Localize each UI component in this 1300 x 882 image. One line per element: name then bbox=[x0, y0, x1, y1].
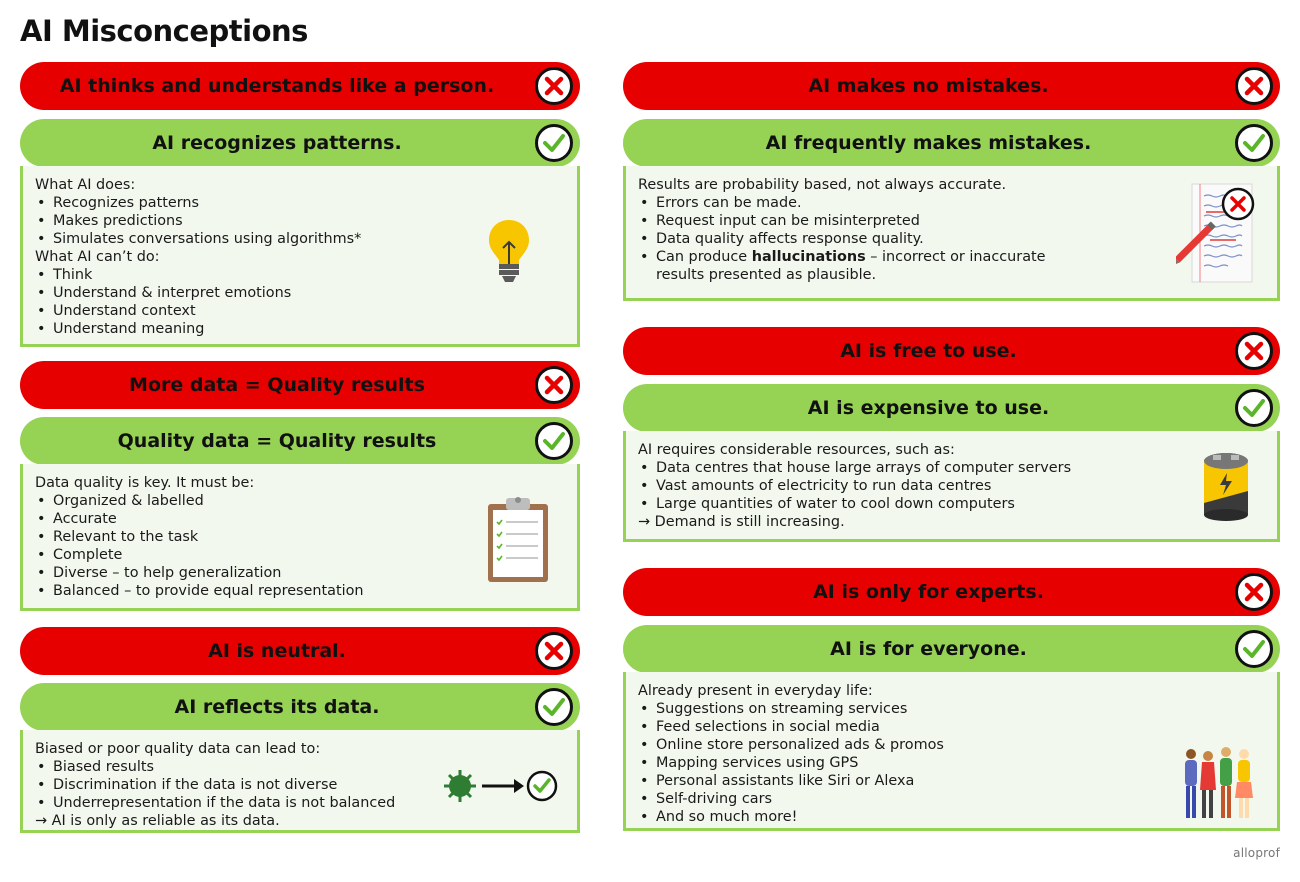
myth-text: AI makes no mistakes. bbox=[808, 75, 1049, 97]
myth-text: AI thinks and understands like a person. bbox=[59, 75, 495, 97]
myth-text: AI is free to use. bbox=[840, 340, 1017, 362]
bullet-item: • Biased results bbox=[35, 758, 565, 776]
card-text-line: Already present in everyday life: bbox=[638, 683, 873, 699]
bullet-item: • Data centres that house large arrays of computer servers bbox=[638, 459, 1265, 477]
myth-text: AI is only for experts. bbox=[813, 581, 1044, 603]
bullet-item: • Vast amounts of electricity to run data centres bbox=[638, 477, 1265, 495]
fact-banner-2 bbox=[20, 417, 580, 465]
fact-text: Quality data = Quality results bbox=[117, 430, 437, 452]
bullet-item: • Request input can be misinterpreted bbox=[638, 212, 1265, 230]
bullet-item: • Personal assistants like Siri or Alexa bbox=[638, 772, 1265, 790]
bullet-item: • Complete bbox=[35, 546, 565, 564]
page-title: AI Misconceptions bbox=[20, 14, 308, 48]
card-text-line: Data quality is key. It must be: bbox=[35, 475, 255, 491]
fact-banner-4 bbox=[623, 119, 1280, 167]
bullet-item bbox=[638, 248, 1265, 266]
green-check-icon bbox=[1235, 124, 1273, 162]
bullet-item-continuation: results presented as plausible. bbox=[656, 267, 877, 283]
bullet-item: • Discrimination if the data is not diverse bbox=[35, 776, 565, 794]
fact-text: AI is for everyone. bbox=[830, 638, 1027, 660]
fact-text: AI reflects its data. bbox=[174, 696, 380, 718]
red-x-icon bbox=[1235, 573, 1273, 611]
red-x-icon bbox=[535, 632, 573, 670]
bullet-item: • Feed selections in social media bbox=[638, 718, 1265, 736]
bullet-text: – incorrect or inaccurate bbox=[865, 249, 1046, 265]
red-x-icon bbox=[535, 366, 573, 404]
bullet-item: • Understand meaning bbox=[35, 320, 565, 338]
alloprof-logo: alloprof bbox=[1233, 846, 1280, 860]
green-check-icon bbox=[535, 124, 573, 162]
virus-to-check-icon bbox=[444, 768, 560, 808]
bullet-item: • Underrepresentation if the data is not balanced bbox=[35, 794, 565, 812]
bullet-item: • Diverse – to help generalization bbox=[35, 564, 565, 582]
green-check-icon bbox=[1235, 630, 1273, 668]
bullet-list bbox=[638, 194, 1265, 284]
myth-text: AI is neutral. bbox=[208, 640, 346, 662]
card-text-line: → Demand is still increasing. bbox=[638, 514, 845, 530]
bullet-item: • Makes predictions bbox=[35, 212, 565, 230]
fact-banner-3 bbox=[20, 683, 580, 731]
myth-banner-4 bbox=[623, 62, 1280, 110]
card-text-line: AI requires considerable resources, such as: bbox=[638, 442, 955, 458]
bullet-item: • Data quality affects response quality. bbox=[638, 230, 1265, 248]
battery-icon bbox=[1200, 451, 1252, 527]
bullet-item: • Understand & interpret emotions bbox=[35, 284, 565, 302]
bullet-item: • Online store personalized ads & promos bbox=[638, 736, 1265, 754]
card-text-line: → AI is only as reliable as its data. bbox=[35, 813, 280, 829]
fact-banner-6 bbox=[623, 625, 1280, 673]
clipboard-checklist-icon bbox=[486, 494, 550, 588]
red-x-icon bbox=[1235, 332, 1273, 370]
bullet-text: Can produce bbox=[656, 249, 752, 265]
corrected-paper-icon bbox=[1176, 182, 1260, 288]
red-x-icon bbox=[535, 67, 573, 105]
bullet-item: • Accurate bbox=[35, 510, 565, 528]
card-text-line: Results are probability based, not always accurate. bbox=[638, 177, 1007, 193]
green-check-icon bbox=[535, 422, 573, 460]
myth-banner-5 bbox=[623, 327, 1280, 375]
bullet-item: • Errors can be made. bbox=[638, 194, 1265, 212]
bullet-item: • Understand context bbox=[35, 302, 565, 320]
bullet-item: • Large quantities of water to cool down computers bbox=[638, 495, 1265, 513]
card-text-line: What AI does: bbox=[35, 177, 136, 193]
fact-card-5 bbox=[623, 431, 1280, 542]
fact-text: AI frequently makes mistakes. bbox=[765, 132, 1092, 154]
fact-text: AI is expensive to use. bbox=[807, 397, 1050, 419]
bullet-item: • Mapping services using GPS bbox=[638, 754, 1265, 772]
myth-banner-2 bbox=[20, 361, 580, 409]
bullet-item: • Organized & labelled bbox=[35, 492, 565, 510]
myth-banner-1 bbox=[20, 62, 580, 110]
bullet-item: • And so much more! bbox=[638, 808, 1265, 826]
fact-banner-1 bbox=[20, 119, 580, 167]
bullet-item: • Recognizes patterns bbox=[35, 194, 565, 212]
myth-text: More data = Quality results bbox=[129, 374, 425, 396]
bullet-item: • Balanced – to provide equal representation bbox=[35, 582, 565, 600]
myth-banner-6 bbox=[623, 568, 1280, 616]
bullet-list bbox=[638, 700, 1265, 826]
fact-text: AI recognizes patterns. bbox=[152, 132, 402, 154]
bullet-item: • Think bbox=[35, 266, 565, 284]
group-of-people-icon bbox=[1180, 742, 1260, 826]
bullet-item: • Simulates conversations using algorithms* bbox=[35, 230, 565, 248]
bold-term: hallucinations bbox=[751, 249, 866, 265]
bullet-list bbox=[638, 459, 1265, 513]
card-text-line: What AI can’t do: bbox=[35, 249, 160, 265]
bullet-item: • Suggestions on streaming services bbox=[638, 700, 1265, 718]
card-text-line: Biased or poor quality data can lead to: bbox=[35, 741, 321, 757]
green-check-icon bbox=[535, 688, 573, 726]
myth-banner-3 bbox=[20, 627, 580, 675]
green-check-icon bbox=[1235, 389, 1273, 427]
lightbulb-icon bbox=[486, 218, 532, 288]
bullet-item: • Relevant to the task bbox=[35, 528, 565, 546]
bullet-item: • Self-driving cars bbox=[638, 790, 1265, 808]
fact-banner-5 bbox=[623, 384, 1280, 432]
red-x-icon bbox=[1235, 67, 1273, 105]
